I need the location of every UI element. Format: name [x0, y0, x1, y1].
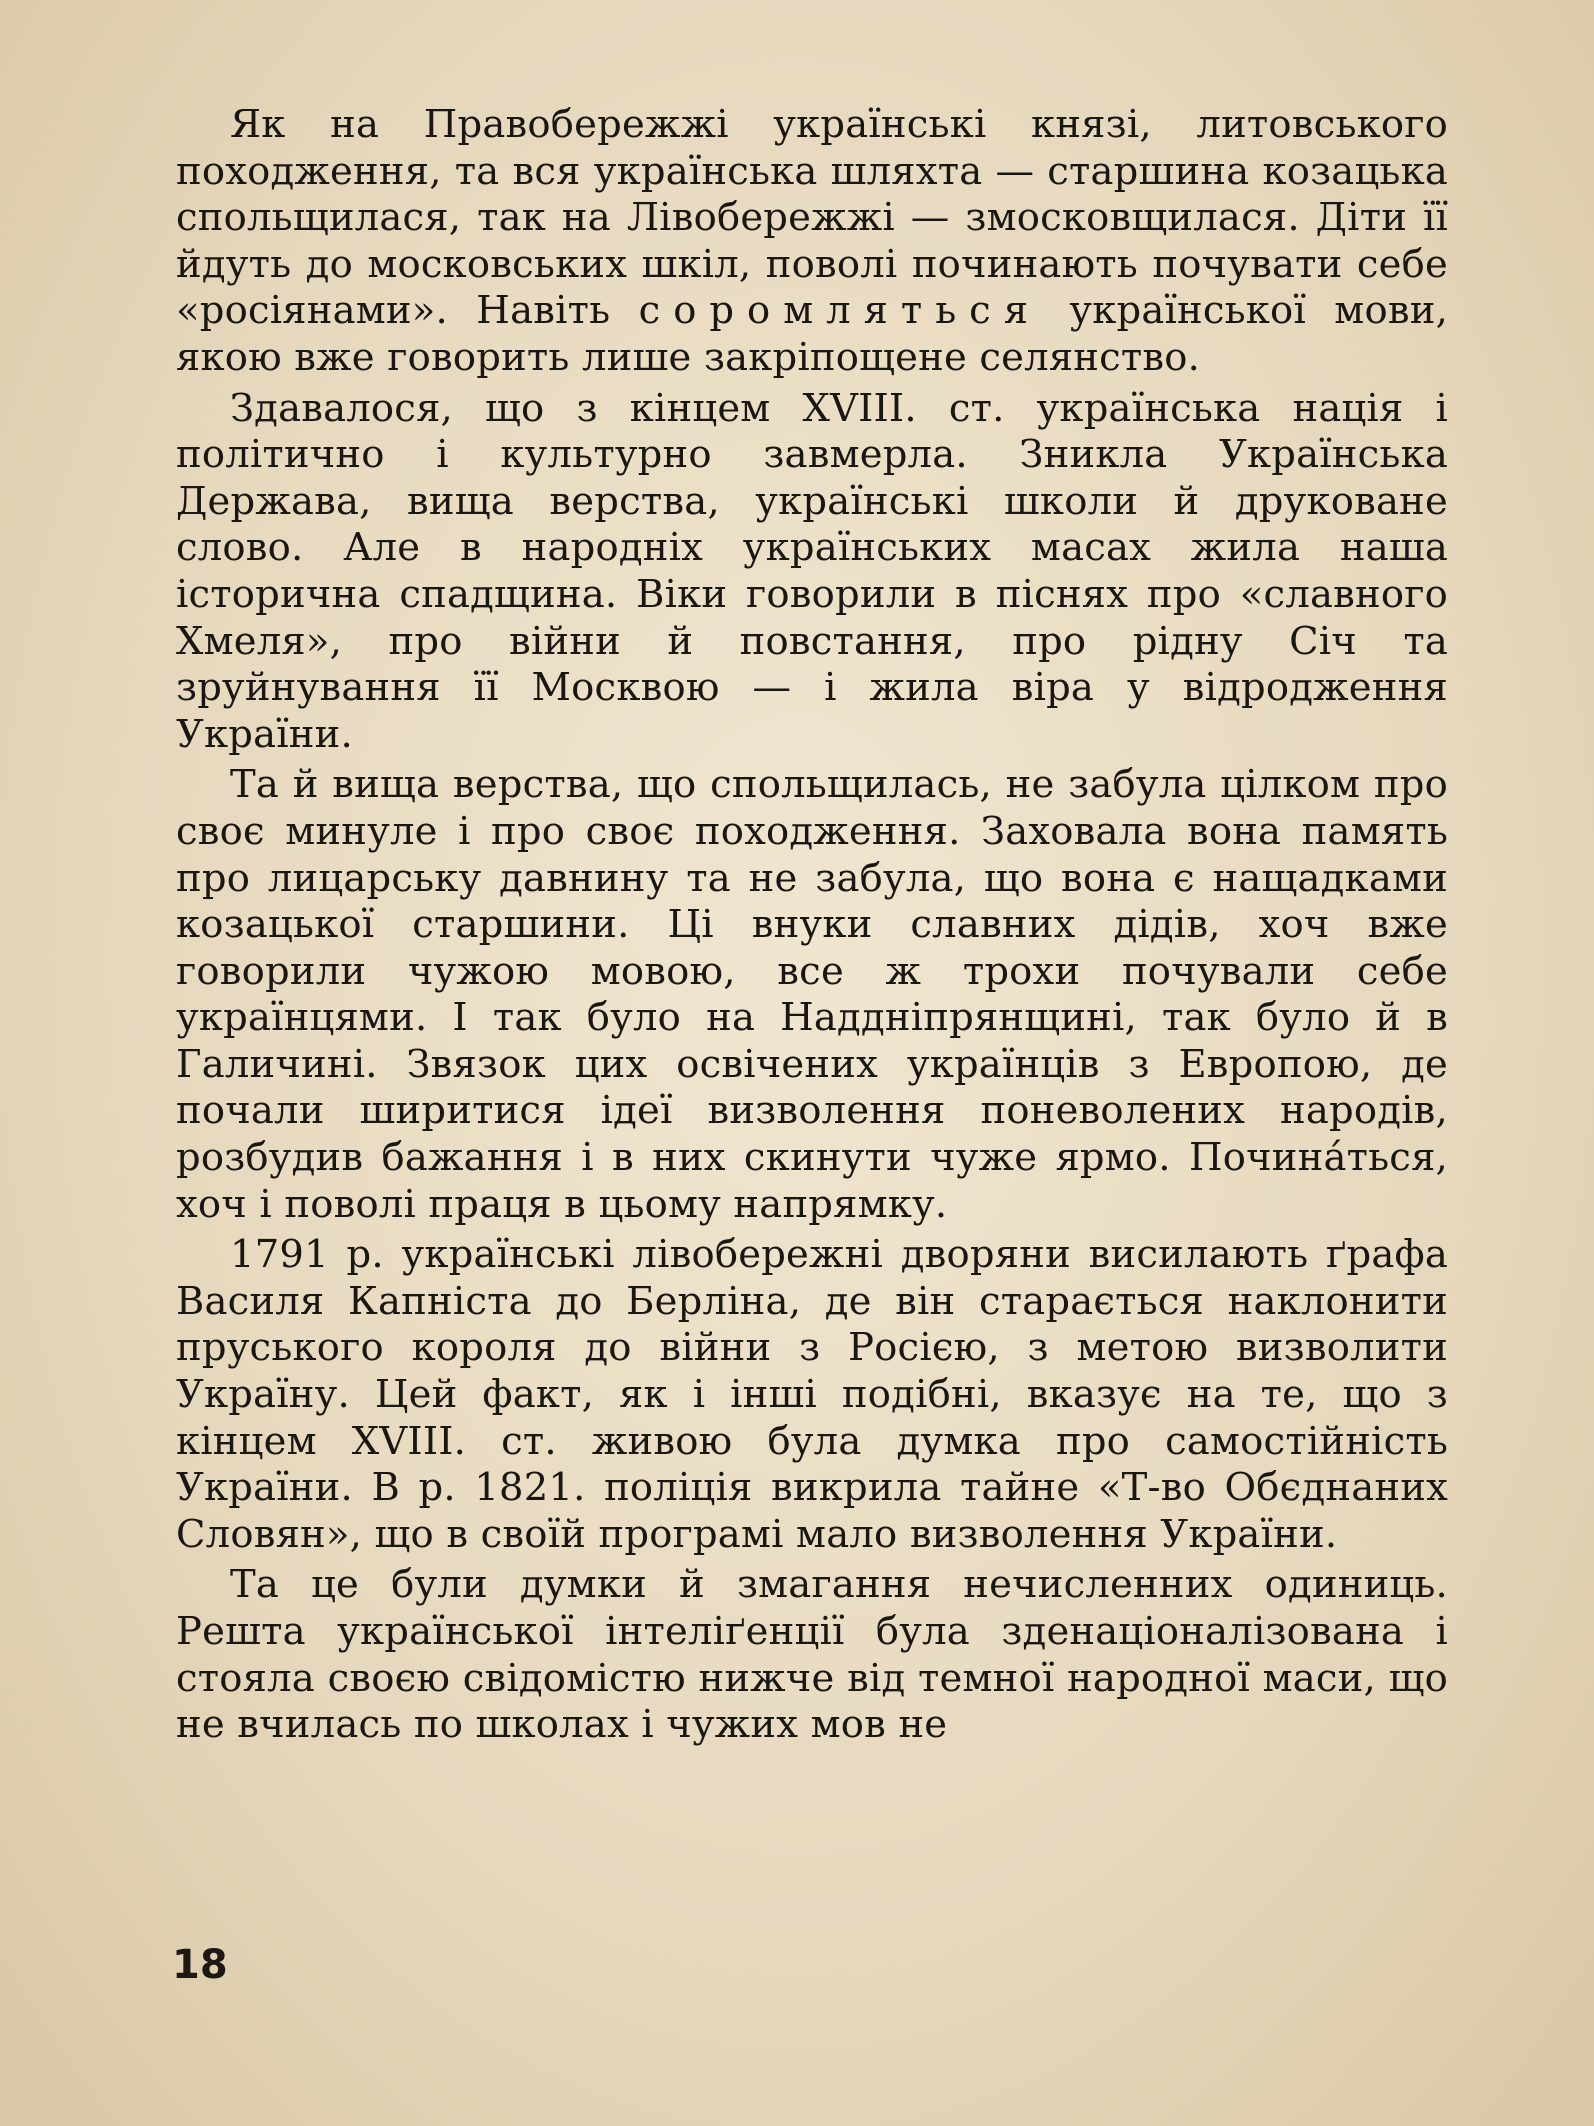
paragraph-4: 1791 р. українські лівобережні дворяни висилають ґрафа Василя Капніста до Берліна, де він старається наклонити пруського короля до війни з Росією, з метою визволити Україну. Цей факт, як і інші подібні, вказує на те, що з кінцем XVIII. ст. живою була думка про самостійність України. В р. 1821. поліція викрила тайне «Т-во Обєднаних Словян», що в своїй програмі мало визволення України. — [176, 1232, 1448, 1557]
page-body — [176, 102, 1448, 1753]
spaced-emphasis-word: соромляться — [638, 288, 1042, 334]
paragraph-2: Здавалося, що з кінцем XVIII. ст. українська нація і політично і культурно завмерла. Зникла Українська Держава, вища верства, українські школи й друковане слово. Але в народніх українських масах жила наша історична спадщина. Віки говорили в піснях про «славного Хмеля», про війни й повстання, про рідну Січ та зруйнування її Москвою — і жила віра у відродження України. — [176, 385, 1448, 757]
paragraph-3: Та й вища верства, що спольщилась, не забула цілком про своє минуле і про своє походження. Заховала вона память про лицарську давнину та не забула, що вона є нащадками козацької старшини. Ці внуки славних дідів, хоч вже говорили чужою мовою, все ж трохи почували себе українцями. І так було на Наддніпрянщині, так було й в Галичині. Звязок цих освічених українців з Европою, де почали ширитися ідеї визволення поневолених народів, розбудив бажання і в них скинути чуже ярмо. Почина́ться, хоч і поволі праця в цьому напрямку. — [176, 762, 1448, 1227]
paragraph-1-text-end: української мови, якою вже говорить лише закріпощене селянство. — [176, 288, 1449, 380]
paragraph-1 — [176, 102, 1448, 382]
page-number: 18 — [172, 1942, 228, 1988]
paragraph-1-text-start: Як на Правобережжі українські князі, литовського походження, та вся українська шляхта — старшина козацька спольщилася, так на Лівобережжі — змосковщилася. Діти її йдуть до московських шкіл, поволі починають почувати себе «росіянами». Навіть — [176, 102, 1448, 334]
paragraph-5: Та це були думки й змагання нечисленних одиниць. Решта української інтеліґенції була зденаціоналізована і стояла своєю свідомістю нижче від темної народної маси, що не вчилась по школах і чужих мов не — [176, 1562, 1448, 1748]
